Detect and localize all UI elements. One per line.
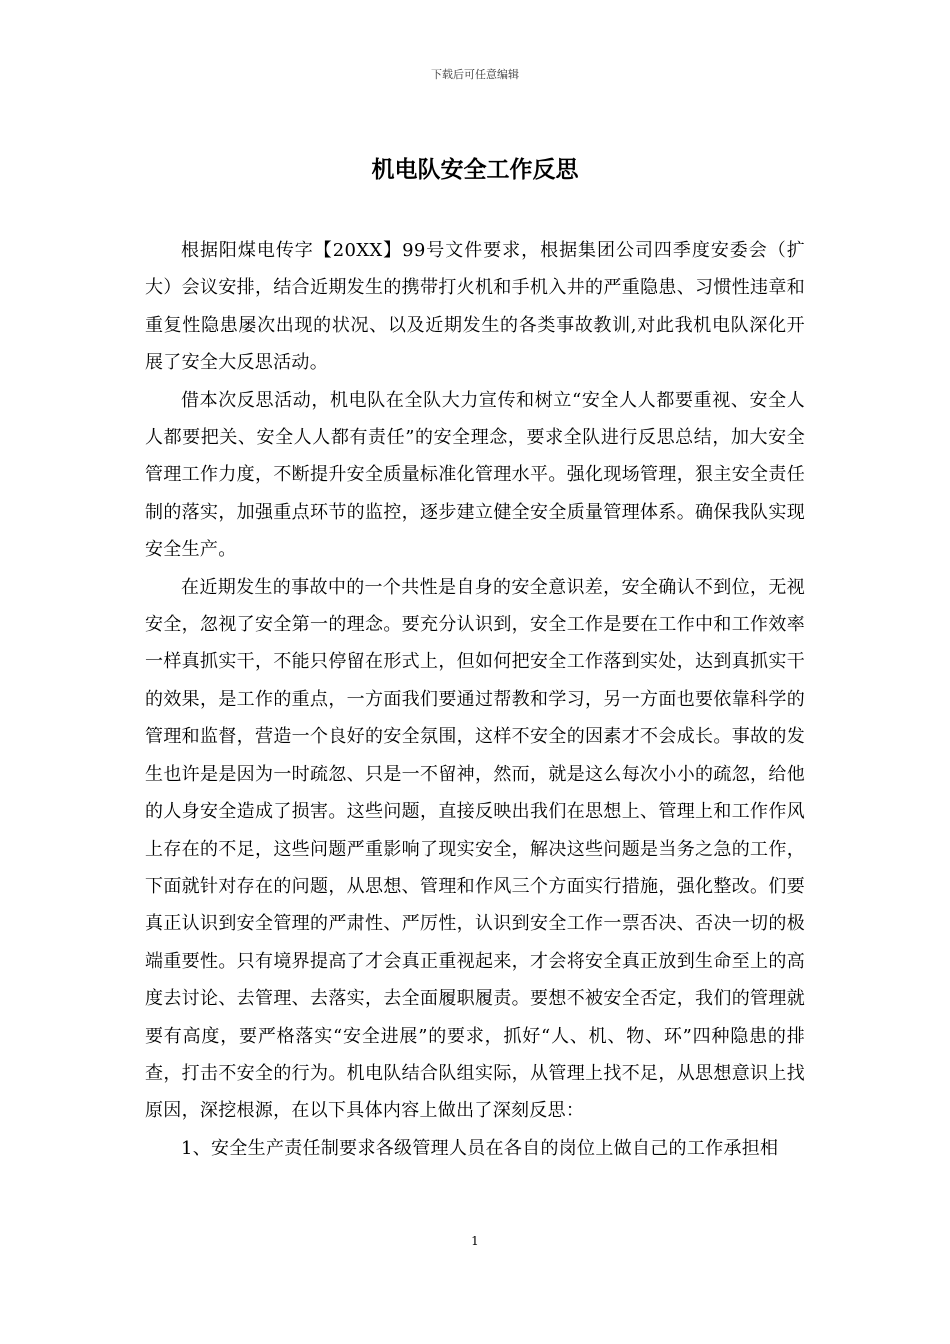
paragraph-2: 借本次反思活动，机电队在全队大力宣传和树立“安全人人都要重视、安全人人都要把关、安全人人都有责任”的安全理念，要求全队进行反思总结，加大安全管理工作力度，不断提升安全质量标准化管理水平。强化现场管理，狠主安全责任制的落实，加强重点环节的监控，逐步建立健全安全质量管理体系。确保我队实现安全生产。 bbox=[145, 389, 805, 561]
page-number: 1 bbox=[471, 1234, 479, 1248]
paragraph-4: 1、安全生产责任制要求各级管理人员在各自的岗位上做自己的工作承担相 bbox=[181, 1137, 779, 1159]
document-title: 机电队安全工作反思 bbox=[371, 156, 579, 183]
document-body bbox=[145, 232, 805, 1167]
paragraph-3: 在近期发生的事故中的一个共性是自身的安全意识差，安全确认不到位，无视安全，忽视了安全第一的理念。要充分认识到，安全工作是要在工作中和工作效率一样真抓实干，不能只停留在形式上，但如何把安全工作落到实处，达到真抓实干的效果，是工作的重点，一方面我们要通过帮教和学习，另一方面也要依靠科学的管理和监督，营造一个良好的安全氛围，这样不安全的因素才不会成长。事故的发生也许是是因为一时疏忽、只是一不留神，然而，就是这么每次小小的疏忽，给他的人身安全造成了损害。这些问题，直接反映出我们在思想上、管理上和工作作风上存在的不足，这些问题严重影响了现实安全，解决这些问题是当务之急的工作，下面就针对存在的问题，从思想、管理和作风三个方面实行措施，强化整改。们要真正认识到安全管理的严肃性、严厉性，认识到安全工作一票否决、否决一切的极端重要性。只有境界提高了才会真正重视起来，才会将安全真正放到生命至上的高度去讨论、去管理、去落实，去全面履职履责。要想不被安全否定，我们的管理就要有高度，要严格落实“安全进展”的要求，抓好“人、机、物、环”四种隐患的排查，打击不安全的行为。机电队结合队组实际，从管理上找不足，从思想意识上找原因，深挖根源，在以下具体内容上做出了深刻反思： bbox=[145, 576, 805, 1122]
page-header: 下载后可任意编辑 bbox=[431, 68, 519, 81]
paragraph-1: 根据阳煤电传字【20XX】99号文件要求，根据集团公司四季度安委会（扩大）会议安排，结合近期发生的携带打火机和手机入井的严重隐患、习惯性违章和重复性隐患屡次出现的状况、以及近期发生的各类事故教训,对此我机电队深化开展了安全大反思活动。 bbox=[145, 240, 805, 374]
